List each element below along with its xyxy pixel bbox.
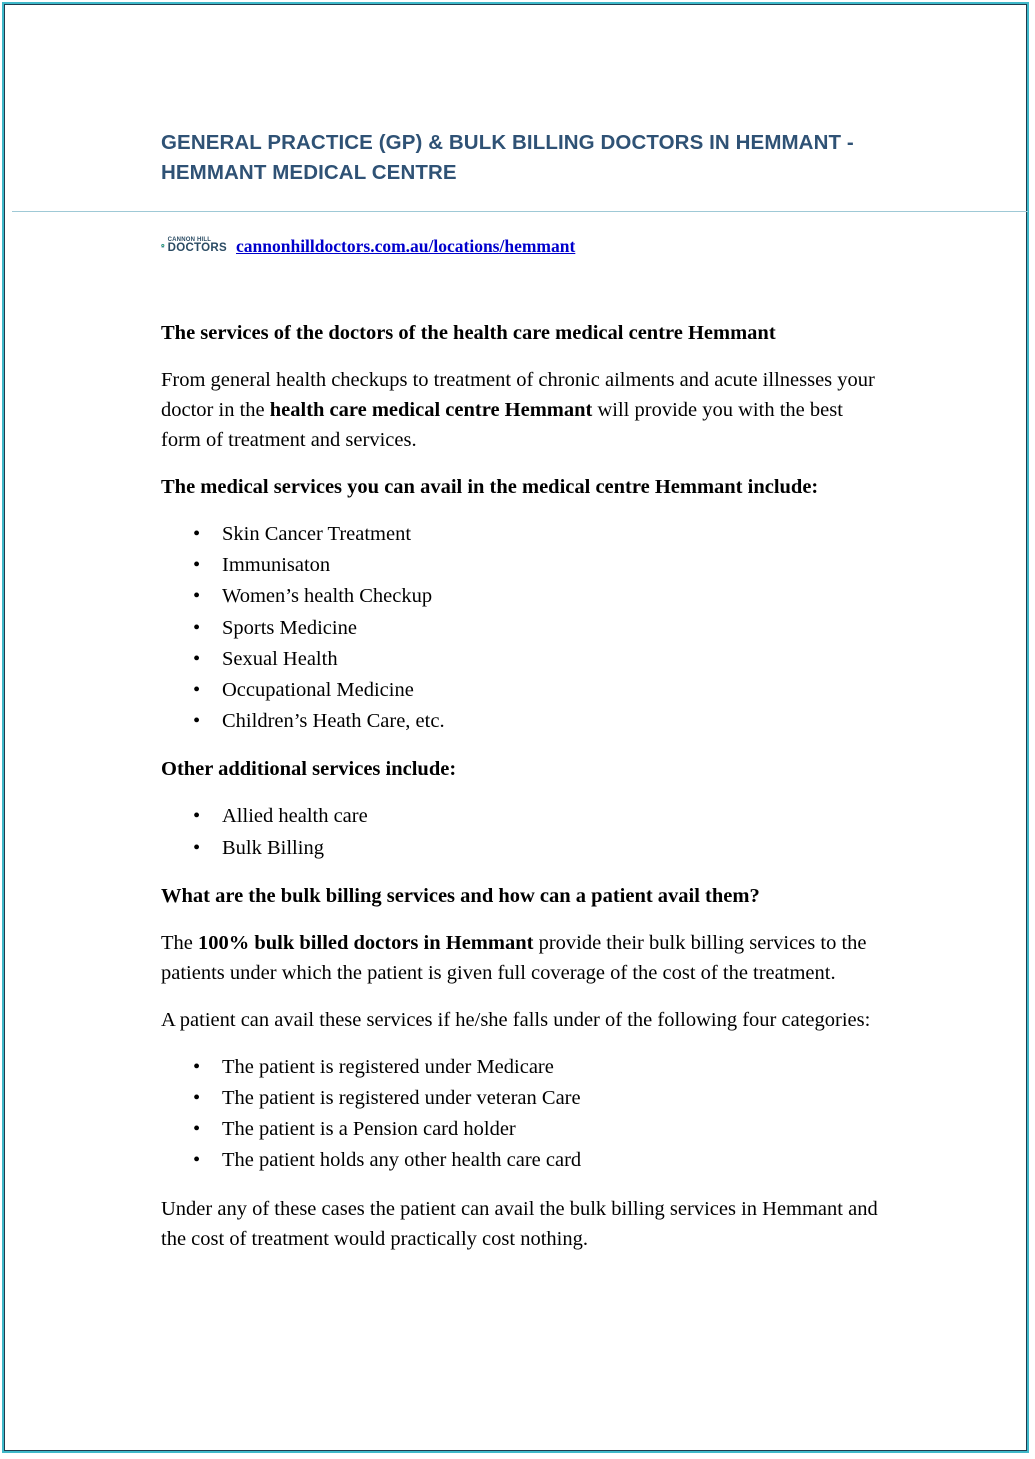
- bullet-icon: •: [193, 1087, 201, 1110]
- source-line: [161, 232, 575, 260]
- bulk-text-1: The: [161, 931, 198, 954]
- list-item: • Women’s health Checkup: [161, 581, 886, 612]
- bulk-bold-text: 100% bulk billed doctors in Hemmant: [198, 931, 534, 954]
- list-item: • Immunisaton: [161, 550, 886, 581]
- list-item: • Sexual Health: [161, 644, 886, 675]
- list-item: • The patient is a Pension card holder: [161, 1114, 886, 1145]
- logo-bottom-text: DOCTORS: [167, 242, 227, 255]
- list-item: • Occupational Medicine: [161, 675, 886, 706]
- bullet-icon: •: [193, 805, 201, 828]
- logo-top-text: CANNON HILL: [167, 237, 212, 244]
- intro-text-1: From general health checkups to treatment of chronic ailments and acute illnesses your doctor in the: [161, 369, 875, 421]
- bullet-icon: •: [193, 710, 201, 733]
- bullet-icon: •: [193, 1118, 201, 1141]
- section-heading-additional: Other additional services include:: [161, 758, 457, 781]
- source-link[interactable]: cannonhilldoctors.com.au/locations/hemmant: [236, 235, 576, 256]
- bullet-icon: •: [193, 1149, 201, 1172]
- eligibility-paragraph: A patient can avail these services if he/she falls under of the following four categories:: [161, 1008, 871, 1031]
- closing-paragraph: Under any of these cases the patient can avail the bulk billing services in Hemmant and the cost of treatment would practically cost nothing.: [161, 1197, 878, 1250]
- bullet-icon: •: [193, 554, 201, 577]
- list-item: • Skin Cancer Treatment: [161, 519, 886, 550]
- list-item: • Sports Medicine: [161, 613, 886, 644]
- bullet-icon: •: [193, 523, 201, 545]
- list-item: • The patient is registered under Medicare: [161, 1052, 886, 1083]
- eligibility-list: [161, 1052, 886, 1177]
- medical-services-list: [161, 519, 886, 737]
- bulk-billing-paragraph: [161, 928, 886, 988]
- list-item: • Children’s Heath Care, etc.: [161, 706, 886, 737]
- list-item: • Bulk Billing: [161, 833, 886, 864]
- document-body: [161, 318, 886, 1271]
- bullet-icon: •: [193, 585, 201, 608]
- list-item: • The patient is registered under veteran Care: [161, 1083, 886, 1114]
- additional-services-list: [161, 801, 886, 863]
- section-heading-bulk-billing: What are the bulk billing services and how can a patient avail them?: [161, 884, 760, 907]
- bullet-icon: •: [193, 679, 201, 702]
- bullet-icon: •: [193, 616, 201, 639]
- intro-bold-text: health care medical centre Hemmant: [269, 399, 593, 421]
- bullet-icon: •: [193, 1055, 201, 1078]
- section-heading-services: The services of the doctors of the health care medical centre Hemmant: [161, 322, 776, 344]
- header-divider: [12, 211, 1028, 212]
- intro-text-2: will provide you with the best form of treatment and services.: [161, 399, 843, 451]
- bullet-icon: •: [193, 647, 201, 670]
- list-item: • The patient holds any other health care card: [161, 1145, 886, 1176]
- intro-paragraph: [161, 365, 886, 455]
- section-heading-medical-services: The medical services you can avail in the medical centre Hemmant include:: [161, 476, 819, 498]
- bullet-icon: •: [193, 836, 201, 859]
- list-item: • Allied health care: [161, 801, 886, 832]
- cannon-hill-doctors-logo: [161, 232, 227, 260]
- bulk-text-2: provide their bulk billing services to the patients under which the patient is given full coverage of the cost of the treatment.: [161, 931, 867, 984]
- logo-emblem-icon: [161, 235, 165, 257]
- document-title: GENERAL PRACTICE (GP) & BULK BILLING DOCTORS IN HEMMANT - HEMMANT MEDICAL CENTRE: [161, 131, 854, 184]
